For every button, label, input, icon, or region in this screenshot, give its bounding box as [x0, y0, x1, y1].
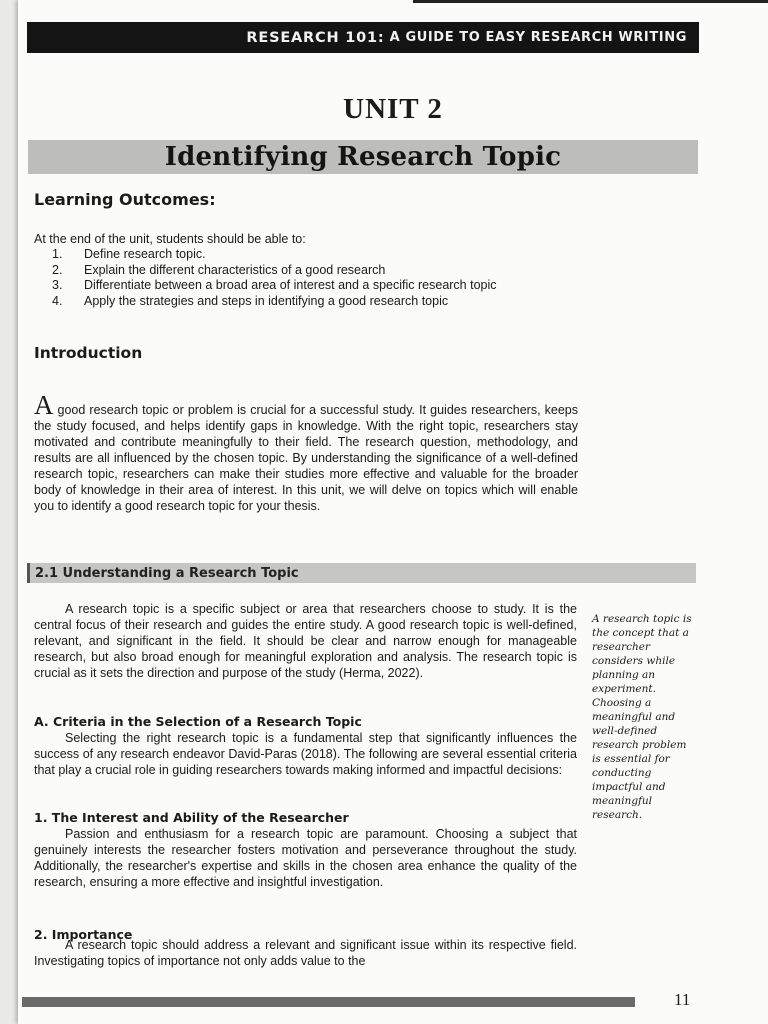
criterion-2-paragraph: A research topic should address a relevant and significant issue within its respective field. Investigating topics of importance not only adds value to the [34, 938, 577, 968]
section-paragraph: A research topic is a specific subject or area that researchers choose to study. It is the central focus of their research and guides the entire study. A good research topic is well-defined, relevant, and significant in the field. It should be clear and narrow enough for manageable research, but also broad enough for meaningful exploration and analysis. The research topic is crucial as it sets the direction and purpose of the study (Herma, 2022). [34, 602, 577, 680]
list-item: 1. Define research topic. [52, 247, 206, 261]
subsection-a-paragraph: Selecting the right research topic is a fundamental step that significantly influences the success of any research endeavor David-Paras (2018). The following are several essential criteria that play a crucial role in guiding researchers towards making informed and impactful decisions: [34, 731, 577, 777]
introduction-heading: Introduction [34, 344, 143, 362]
subsection-a-heading: A. Criteria in the Selection of a Research Topic [34, 714, 362, 729]
top-edge-line [413, 0, 768, 3]
learning-outcomes-intro: At the end of the unit, students should be able to: [34, 232, 306, 246]
footer-bar [22, 997, 635, 1007]
criterion-1-heading: 1. The Interest and Ability of the Researcher [34, 810, 349, 825]
unit-title-bar [28, 140, 698, 174]
criterion-1-paragraph: Passion and enthusiasm for a research topic are paramount. Choosing a subject that genuinely interests the researcher fosters motivation and perseverance throughout the study. Additionally, the researcher's expertise and skills in the chosen area enhance the quality of the research, ensuring a more effective and insightful investigation. [34, 827, 577, 889]
section-heading: 2.1 Understanding a Research Topic [35, 565, 299, 581]
list-item: 4. Apply the strategies and steps in identifying a good research topic [52, 293, 449, 308]
running-header [27, 22, 699, 53]
introduction-paragraph: Agood research topic or problem is crucial for a successful study. It guides researchers, keeps the study focused, and helps identify gaps in knowledge. With the right topic, researchers stay motivated and contribute meaningfully to their field. The research question, methodology, and results are all influenced by the chosen topic. By understanding the significance of a well-defined research topic, researchers can make their studies more effective and valuable for the broader body of knowledge in their area of interest. In this unit, we will delve on topics which will enable you to identify a good research topic for your thesis. [34, 390, 578, 513]
learning-outcomes-list [52, 247, 497, 309]
unit-title: Identifying Research Topic [164, 142, 562, 172]
unit-label: UNIT 2 [343, 93, 443, 125]
page-number: 11 [674, 990, 691, 1009]
header-series-title: RESEARCH 101: [246, 29, 385, 46]
list-item: 3. Differentiate between a broad area of interest and a specific research topic [52, 278, 497, 292]
list-item: 2. Explain the different characteristics of a good research [52, 262, 386, 277]
learning-outcomes-heading: Learning Outcomes: [34, 190, 216, 209]
section-heading-bar [27, 563, 696, 583]
document-page [18, 0, 768, 1024]
criterion-2-heading: 2. Importance [34, 927, 133, 942]
drop-cap: A [34, 390, 54, 420]
header-subtitle: A GUIDE TO EASY RESEARCH WRITING [389, 30, 687, 45]
margin-note: A research topic is the concept that a researcher considers while planning an experiment. Choosing a meaningful and well-defined research problem is essential for conducting impactful and meaningful research. [592, 613, 692, 821]
